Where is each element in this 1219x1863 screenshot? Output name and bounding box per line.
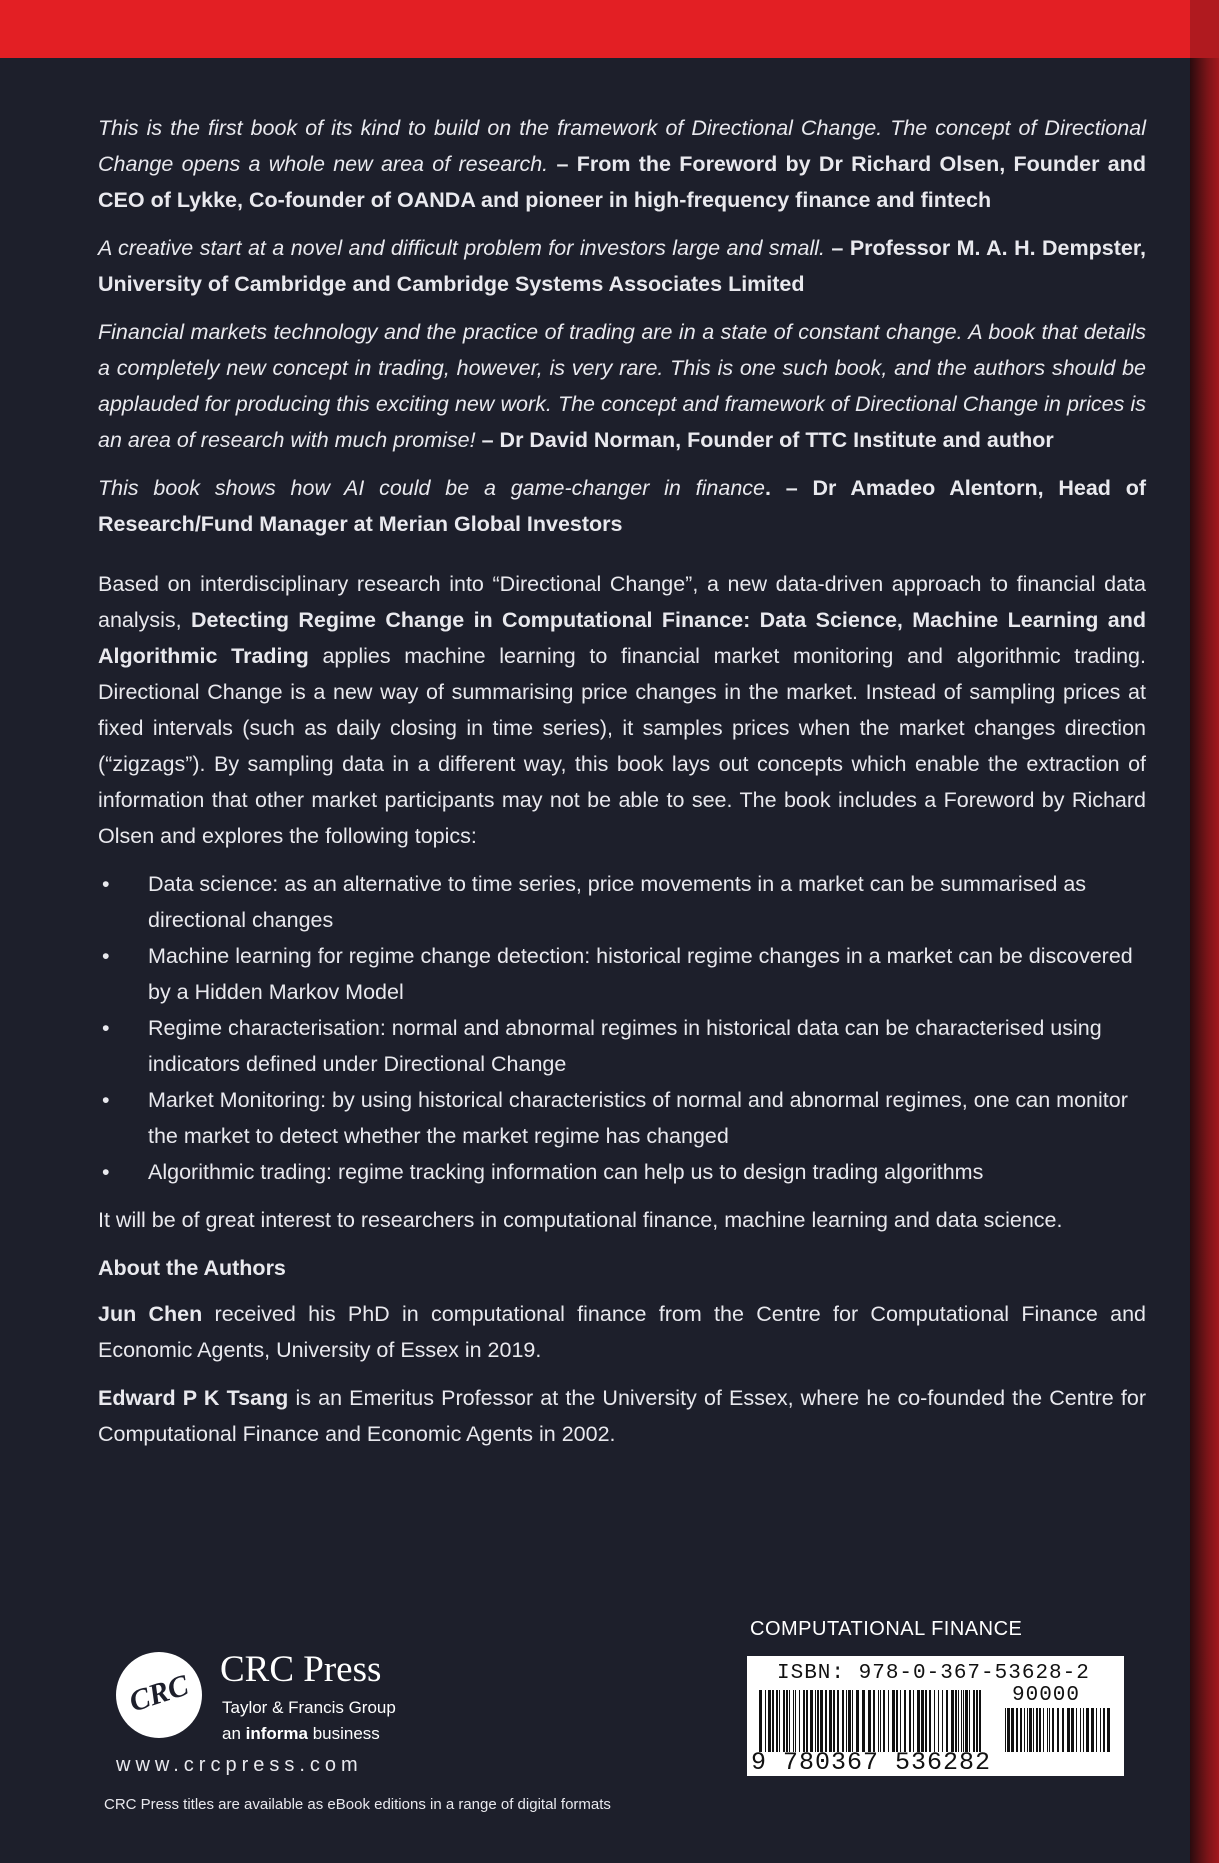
barcode-bar bbox=[795, 1690, 796, 1752]
barcode-bar bbox=[846, 1690, 847, 1752]
topic-text: Data science: as an alternative to time series, price movements in a market can be summarised as directional changes bbox=[148, 872, 1087, 932]
barcode-bar bbox=[929, 1690, 931, 1752]
barcode-bar bbox=[803, 1690, 805, 1752]
barcode-bar bbox=[1052, 1708, 1054, 1752]
barcode-bar bbox=[878, 1690, 879, 1752]
isbn-label: ISBN: 978-0-367-53628-2 bbox=[777, 1662, 1090, 1685]
barcode-bar bbox=[913, 1690, 914, 1752]
barcode-bar bbox=[896, 1690, 898, 1752]
quote-attribution: . – Dr Amadeo Alentorn, Head of Research/Fund Manager at Merian Global Investors bbox=[98, 476, 1147, 536]
barcode-bar bbox=[1016, 1708, 1018, 1752]
author-bio-text: received his PhD in computational finance from the Centre for Computational Finance and Economic Agents, University of Essex in 2019. bbox=[98, 1302, 1146, 1362]
bullet-icon: • bbox=[102, 872, 110, 896]
barcode-bar bbox=[1080, 1708, 1081, 1752]
barcode-bar bbox=[1027, 1708, 1028, 1752]
barcode-bar bbox=[848, 1690, 851, 1752]
bullet-icon: • bbox=[102, 1088, 110, 1112]
top-red-band bbox=[0, 0, 1190, 58]
author-name: Jun Chen bbox=[98, 1302, 203, 1326]
addon-barcode-bars bbox=[1005, 1708, 1115, 1752]
review-quote bbox=[98, 470, 1146, 542]
barcode-bar bbox=[810, 1690, 813, 1752]
barcode-bar bbox=[1029, 1708, 1032, 1752]
barcode-bar bbox=[837, 1690, 839, 1752]
barcode-bar bbox=[958, 1690, 959, 1752]
bullet-icon: • bbox=[102, 944, 110, 968]
about-authors-heading: About the Authors bbox=[98, 1256, 286, 1280]
barcode-bar bbox=[1036, 1708, 1038, 1752]
barcode-bar bbox=[759, 1690, 762, 1752]
barcode-bar bbox=[888, 1690, 889, 1752]
barcode-bar bbox=[934, 1690, 935, 1752]
barcode-bar bbox=[852, 1690, 853, 1752]
barcode-bar bbox=[969, 1690, 970, 1752]
barcode-bar bbox=[955, 1690, 957, 1752]
review-quote bbox=[98, 110, 1146, 218]
publisher-url: www.crcpress.com bbox=[116, 1754, 363, 1776]
barcode-bar bbox=[965, 1690, 968, 1752]
barcode-bar bbox=[917, 1690, 920, 1752]
quote-attribution: – Dr David Norman, Founder of TTC Institute and author bbox=[481, 428, 1054, 452]
barcode-bar bbox=[938, 1690, 939, 1752]
barcode-bar bbox=[1091, 1708, 1094, 1752]
barcode-bar bbox=[942, 1690, 943, 1752]
bullet-icon: • bbox=[102, 1160, 110, 1184]
quote-text: Financial markets technology and the practice of trading are in a state of constant change. A book that details a completely new concept in trading, however, is very rare. This is one such book, and the authors should be applauded for producing this exciting new work. The concept and framework of Directional Change in prices is an area of research with much promise! bbox=[98, 320, 1146, 452]
publisher-informa bbox=[222, 1724, 380, 1744]
barcode-bar bbox=[1007, 1708, 1010, 1752]
list-item bbox=[98, 1082, 1146, 1154]
ean-barcode-bars bbox=[759, 1690, 985, 1752]
spine-edge bbox=[1190, 0, 1219, 1863]
bullet-icon: • bbox=[102, 1016, 110, 1040]
subject-category: COMPUTATIONAL FINANCE bbox=[750, 1618, 1023, 1640]
barcode-bar bbox=[772, 1690, 774, 1752]
barcode-bar bbox=[820, 1690, 823, 1752]
informa-prefix: an bbox=[222, 1724, 246, 1743]
topics-list bbox=[98, 866, 1146, 1190]
barcode-bar bbox=[921, 1690, 924, 1752]
publisher-logo bbox=[116, 1648, 596, 1758]
barcode-bar bbox=[951, 1690, 954, 1752]
informa-suffix: business bbox=[307, 1724, 380, 1743]
quote-text: A creative start at a novel and difficult problem for investors large and small. bbox=[98, 236, 825, 260]
barcode-bar bbox=[1083, 1708, 1084, 1752]
barcode-bar bbox=[880, 1690, 881, 1752]
barcode-bar bbox=[799, 1690, 800, 1752]
barcode-bar bbox=[868, 1690, 871, 1752]
price-code: 90000 bbox=[1012, 1684, 1081, 1707]
barcode-bar bbox=[1047, 1708, 1048, 1752]
barcode-bar bbox=[1062, 1708, 1064, 1752]
barcode-bar bbox=[1107, 1708, 1110, 1752]
barcode-bar bbox=[961, 1690, 962, 1752]
interest-statement: It will be of great interest to researchers in computational finance, machine learning and data science. bbox=[98, 1208, 1063, 1232]
barcode-bar bbox=[1033, 1708, 1034, 1752]
barcode-bar bbox=[783, 1690, 785, 1752]
list-item bbox=[98, 1010, 1146, 1082]
barcode-bar bbox=[973, 1690, 975, 1752]
barcode-bar bbox=[765, 1690, 766, 1752]
barcode-bar bbox=[829, 1690, 832, 1752]
barcode-bar bbox=[925, 1690, 927, 1752]
list-item bbox=[98, 1154, 1146, 1190]
barcode-bar bbox=[1103, 1708, 1105, 1752]
barcode-bar bbox=[815, 1690, 816, 1752]
barcode-bar bbox=[842, 1690, 844, 1752]
topic-text: Algorithmic trading: regime tracking information can help us to design trading algorithms bbox=[148, 1160, 984, 1184]
topic-text: Regime characterisation: normal and abnormal regimes in historical data can be characterised using indicators defined under Directional Change bbox=[148, 1016, 1102, 1076]
barcode-bar bbox=[779, 1690, 780, 1752]
barcode-bar bbox=[979, 1690, 981, 1752]
barcode-bar bbox=[946, 1690, 948, 1752]
author-bio-text: is an Emeritus Professor at the University of Essex, where he co-founded the Centre for Computational Finance and Economic Agents in 2002. bbox=[98, 1386, 1146, 1446]
topic-text: Market Monitoring: by using historical characteristics of normal and abnormal regimes, one can monitor the market to detect whether the market regime has changed bbox=[148, 1088, 1128, 1148]
topic-text: Machine learning for regime change detection: historical regime changes in a market can be discovered by a Hidden Markov Model bbox=[148, 944, 1133, 1004]
description-body: applies machine learning to financial market monitoring and algorithmic trading. Directional Change is a new way of summarising price changes in the market. Instead of sampling prices at fixed intervals (such as daily closing in time series), it samples prices when the market changes direction (“zigzags”). By sampling data in a different way, this book lays out concepts which enable the extraction of information that other market participants may not be able to see. The book includes a Foreword by Richard Olsen and explores the following topics: bbox=[98, 644, 1146, 848]
barcode-bar bbox=[1020, 1708, 1022, 1752]
description-intro: Based on interdisciplinary research into “Directional Change”, a new data-driven approach to financial data analysis, bbox=[98, 572, 1146, 632]
quote-attribution: – From the Foreword by Dr Richard Olsen, Founder and CEO of Lykke, Co-founder of OANDA and pioneer in high-frequency finance and fintech bbox=[98, 152, 1146, 212]
quote-text: This is the first book of its kind to build on the framework of Directional Change. The concept of Directional Change opens a whole new area of research. bbox=[98, 116, 1146, 176]
spine-edge-top bbox=[1190, 0, 1219, 58]
barcode-bar bbox=[1043, 1708, 1044, 1752]
barcode-bar bbox=[1039, 1708, 1041, 1752]
barcode-bar bbox=[833, 1690, 835, 1752]
barcode-bar bbox=[1011, 1708, 1014, 1752]
author-bio bbox=[98, 1380, 1146, 1452]
isbn-barcode bbox=[747, 1656, 1124, 1776]
barcode-bar bbox=[963, 1690, 964, 1752]
ebook-note: CRC Press titles are available as eBook editions in a range of digital formats bbox=[104, 1796, 611, 1813]
review-quote bbox=[98, 230, 1146, 302]
barcode-bar bbox=[1086, 1708, 1089, 1752]
review-quote bbox=[98, 314, 1146, 458]
informa-word: informa bbox=[245, 1724, 308, 1743]
barcode-bar bbox=[904, 1690, 906, 1752]
barcode-bar bbox=[1024, 1708, 1025, 1752]
barcode-bar bbox=[793, 1690, 794, 1752]
publisher-name: CRC Press bbox=[220, 1649, 382, 1690]
barcode-bar bbox=[873, 1690, 875, 1752]
barcode-bar bbox=[862, 1690, 865, 1752]
crc-logo-text: CRC bbox=[125, 1668, 193, 1719]
barcode-bar bbox=[883, 1690, 885, 1752]
barcode-bar bbox=[892, 1690, 895, 1752]
barcode-bar bbox=[776, 1690, 778, 1752]
ean-digits: 9 780367 536282 bbox=[751, 1748, 992, 1777]
barcode-bar bbox=[825, 1690, 827, 1752]
barcode-bar bbox=[909, 1690, 911, 1752]
author-name: Edward P K Tsang bbox=[98, 1386, 289, 1410]
quote-attribution: – Professor M. A. H. Dempster, University of Cambridge and Cambridge Systems Associates Limited bbox=[98, 236, 1146, 296]
barcode-bar bbox=[1005, 1708, 1006, 1752]
barcode-bar bbox=[786, 1690, 788, 1752]
book-description bbox=[98, 566, 1146, 854]
list-item bbox=[98, 866, 1146, 938]
author-bio bbox=[98, 1296, 1146, 1368]
barcode-bar bbox=[1100, 1708, 1101, 1752]
barcode-bar bbox=[1067, 1708, 1070, 1752]
barcode-bar bbox=[1076, 1708, 1077, 1752]
list-item bbox=[98, 938, 1146, 1010]
barcode-bar bbox=[1049, 1708, 1050, 1752]
barcode-bar bbox=[1096, 1708, 1097, 1752]
barcode-bar bbox=[856, 1690, 859, 1752]
back-cover-text bbox=[98, 110, 1146, 1464]
barcode-bar bbox=[789, 1690, 790, 1752]
barcode-bar bbox=[1057, 1708, 1059, 1752]
barcode-bar bbox=[806, 1690, 808, 1752]
barcode-bar bbox=[900, 1690, 901, 1752]
barcode-bar bbox=[768, 1690, 771, 1752]
barcode-bar bbox=[1071, 1708, 1074, 1752]
book-title: Detecting Regime Change in Computational Finance: Data Science, Machine Learning and Algorithmic Trading bbox=[98, 608, 1146, 668]
crc-logo-icon bbox=[116, 1652, 202, 1738]
barcode-bar bbox=[976, 1690, 978, 1752]
barcode-bar bbox=[817, 1690, 819, 1752]
publisher-group: Taylor & Francis Group bbox=[222, 1698, 396, 1717]
quote-text: This book shows how AI could be a game-changer in finance bbox=[98, 476, 765, 500]
